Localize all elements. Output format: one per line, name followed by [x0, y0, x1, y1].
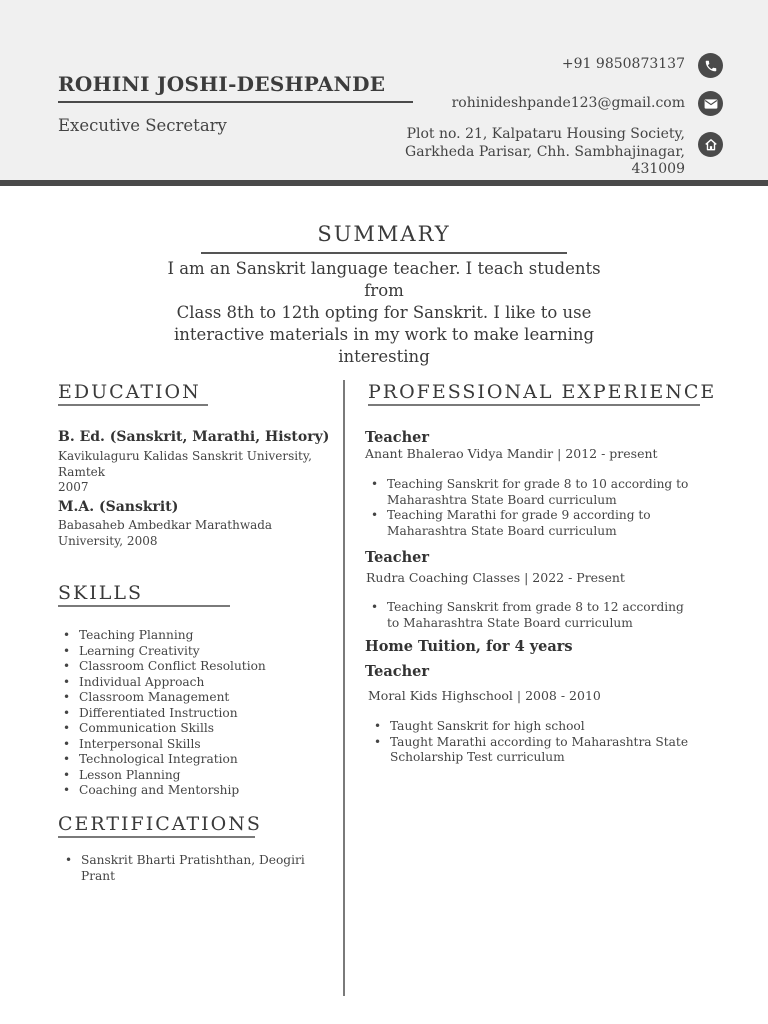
phone-number: +91 9850873137	[561, 56, 685, 72]
skill-item: • Classroom Conflict Resolution	[58, 659, 338, 675]
name-underline	[58, 101, 413, 103]
skill-item: • Interpersonal Skills	[58, 737, 338, 753]
education-institution	[58, 518, 350, 549]
certifications-list	[60, 853, 310, 884]
address-line: Plot no. 21, Kalpataru Housing Society,	[406, 126, 685, 142]
skill-item: • Individual Approach	[58, 675, 338, 691]
job-employer-dates: Moral Kids Highschool | 2008 - 2010	[368, 688, 601, 703]
job-employer-dates: Anant Bhalerao Vidya Mandir | 2012 - present	[365, 446, 658, 461]
experience-underline	[368, 404, 700, 406]
experience-heading: PROFESSIONAL EXPERIENCE	[368, 381, 717, 403]
job-duty: • Taught Marathi according to Maharashtra State Scholarship Test curriculum	[369, 735, 699, 766]
summary-text	[150, 258, 618, 368]
candidate-title: Executive Secretary	[58, 116, 227, 135]
phone-icon	[698, 53, 723, 78]
certification-item: • Sanskrit Bharti Pratishthan, Deogiri Prant	[60, 853, 310, 884]
job-role: Home Tuition, for 4 years	[365, 638, 573, 655]
job-duty: • Teaching Marathi for grade 9 according to Maharashtra State Board curriculum	[366, 508, 726, 539]
skill-item: • Learning Creativity	[58, 644, 338, 660]
email-icon	[698, 91, 723, 116]
email-address: rohinideshpande123@gmail.com	[451, 95, 685, 111]
institution-line: 2007	[58, 480, 89, 494]
skill-item: • Teaching Planning	[58, 628, 338, 644]
job-duties	[369, 719, 699, 766]
job-duty: • Teaching Sanskrit from grade 8 to 12 according to Maharashtra State Board curriculum	[366, 600, 696, 631]
summary-line: I am an Sanskrit language teacher. I teach students from	[167, 259, 601, 300]
job-role: Teacher	[365, 549, 429, 566]
education-underline	[58, 404, 208, 406]
education-degree: B. Ed. (Sanskrit, Marathi, History)	[58, 429, 330, 445]
summary-heading: SUMMARY	[317, 222, 451, 246]
skill-item: • Communication Skills	[58, 721, 338, 737]
institution-line: University, 2008	[58, 533, 158, 548]
institution-line: Babasaheb Ambedkar Marathwada	[58, 518, 273, 532]
certifications-heading: CERTIFICATIONS	[58, 813, 262, 835]
education-degree: M.A. (Sanskrit)	[58, 499, 179, 515]
education-heading: EDUCATION	[58, 381, 201, 403]
home-icon	[698, 132, 723, 157]
job-duties	[366, 600, 696, 631]
skills-heading: SKILLS	[58, 582, 143, 604]
job-role: Teacher	[365, 663, 429, 680]
postal-address	[405, 126, 685, 179]
skill-item: • Differentiated Instruction	[58, 706, 338, 722]
education-institution	[58, 449, 350, 496]
skills-underline	[58, 605, 230, 607]
skill-item: • Coaching and Mentorship	[58, 783, 338, 799]
summary-line: interesting	[338, 347, 430, 366]
skill-item: • Classroom Management	[58, 690, 338, 706]
job-duties	[366, 477, 726, 539]
summary-line: Class 8th to 12th opting for Sanskrit. I like to use	[176, 303, 592, 322]
job-role: Teacher	[365, 429, 429, 446]
skills-list	[58, 628, 338, 799]
header-divider	[0, 180, 768, 186]
certifications-underline	[58, 836, 255, 838]
skill-item: • Technological Integration	[58, 752, 338, 768]
job-duty: • Taught Sanskrit for high school	[369, 719, 699, 735]
skill-item: • Lesson Planning	[58, 768, 338, 784]
address-line: Garkheda Parisar, Chh. Sambhajinagar,	[405, 143, 685, 160]
summary-line: interactive materials in my work to make learning	[173, 325, 595, 344]
job-duty: • Teaching Sanskrit for grade 8 to 10 according to Maharashtra State Board curriculum	[366, 477, 726, 508]
address-line: 431009	[631, 161, 685, 177]
summary-underline	[201, 252, 567, 254]
institution-line: Kavikulaguru Kalidas Sanskrit University, Ramtek	[58, 449, 312, 479]
job-employer-dates: Rudra Coaching Classes | 2022 - Present	[366, 570, 625, 585]
candidate-name: ROHINI JOSHI-DESHPANDE	[58, 72, 386, 96]
